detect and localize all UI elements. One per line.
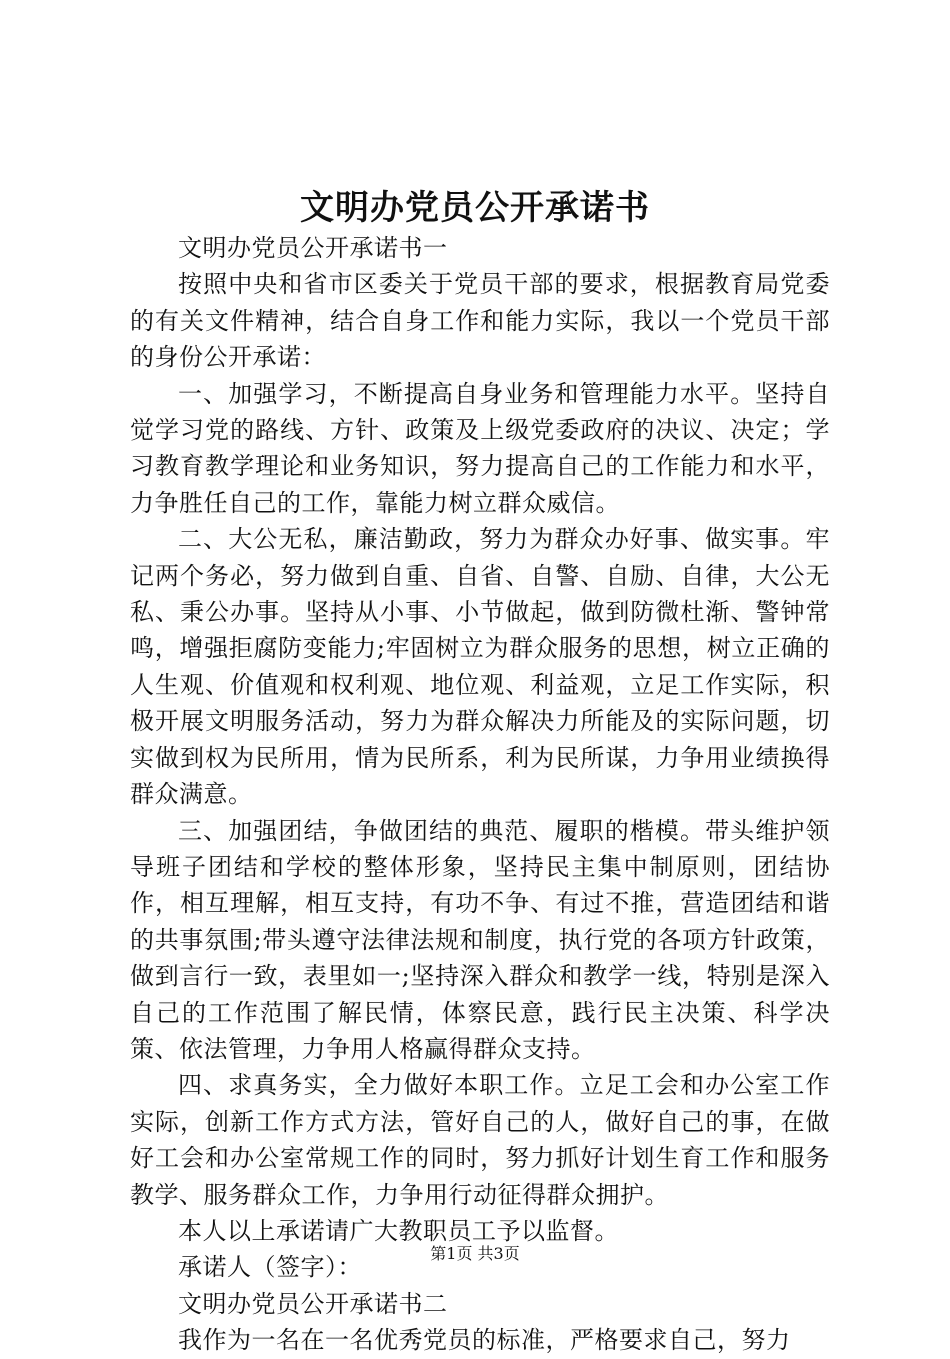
page-footer: 第1页 共3页 bbox=[430, 1244, 520, 1263]
intro-paragraph: 按照中央和省市区委关于党员干部的要求，根据教育局党委的有关文件精神，结合自身工作和能力实际，我以一个党员干部的身份公开承诺： bbox=[130, 270, 830, 372]
section-heading-one: 文明办党员公开承诺书一 bbox=[178, 234, 448, 262]
signature-line: 承诺人（签字）： bbox=[178, 1253, 362, 1282]
commitment-paragraph-1: 一、加强学习，不断提高自身业务和管理能力水平。坚持自觉学习党的路线、方针、政策及上级党委政府的决议、决定；学习教育教学理论和业务知识，努力提高自己的工作能力和水平，力争胜任自己的工作，靠能力树立群众威信。 bbox=[130, 379, 830, 517]
document-title: 文明办党员公开承诺书 bbox=[300, 188, 650, 228]
commitment-paragraph-2: 二、大公无私，廉洁勤政，努力为群众办好事、做实事。牢记两个务必，努力做到自重、自省、自警、自励、自律，大公无私、秉公办事。坚持从小事、小节做起，做到防微杜渐、警钟常鸣，增强拒腐防变能力;牢固树立为群众服务的思想，树立正确的人生观、价值观和权利观、地位观、利益观，立足工作实际，积极开展文明服务活动，努力为群众解决力所能及的实际问题，切实做到权为民所用，情为民所系，利为民所谋，力争用业绩换得群众满意。 bbox=[130, 525, 830, 809]
supervision-paragraph: 本人以上承诺请广大教职员工予以监督。 bbox=[178, 1216, 619, 1245]
document-body bbox=[130, 230, 830, 1359]
commitment-paragraph-3: 三、加强团结，争做团结的典范、履职的楷模。带头维护领导班子团结和学校的整体形象，坚持民主集中制原则，团结协作，相互理解，相互支持，有功不争、有过不推，营造团结和谐的共事氛围;带头遵守法律法规和制度，执行党的各项方针政策，做到言行一致，表里如一;坚持深入群众和教学一线，特别是深入自己的工作范围了解民情，体察民意，践行民主决策、科学决策、依法管理，力争用人格赢得群众支持。 bbox=[130, 816, 830, 1063]
section-two-paragraph: 我作为一名在一名优秀党员的标准，严格要求自己，努力 bbox=[178, 1326, 791, 1355]
section-heading-two: 文明办党员公开承诺书二 bbox=[178, 1289, 448, 1318]
commitment-paragraph-4: 四、求真务实，全力做好本职工作。立足工会和办公室工作实际，创新工作方式方法，管好自己的人，做好自己的事，在做好工会和办公室常规工作的同时，努力抓好计划生育工作和服务教学、服务群众工作，力争用行动征得群众拥护。 bbox=[130, 1071, 830, 1209]
